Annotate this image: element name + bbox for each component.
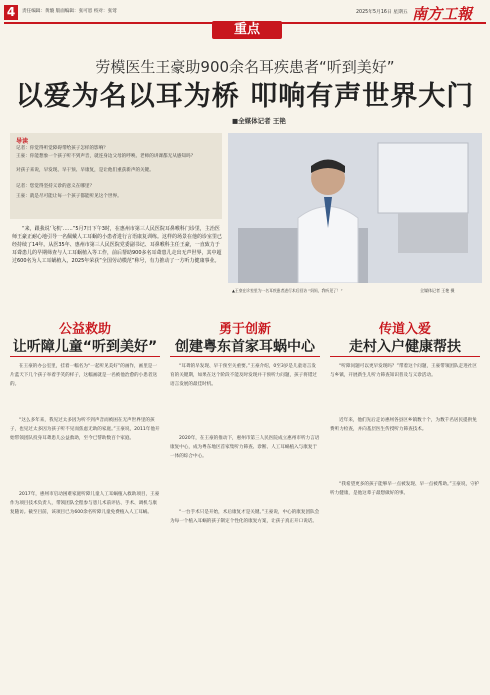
- column-paragraph: “耳聋的早发现、早干预至关重要。”王豪介绍，0至3岁是儿童语言发育的关键期，如果在这个阶段不能及时发现并干预听力问题，孩子将错过语言发展的最佳时机。: [170, 364, 318, 387]
- page-number: 4: [4, 5, 18, 20]
- editor-credits: 责任编辑：黄璇 版面编辑：张可恩 校对：张莺: [22, 9, 117, 14]
- column-paragraph: “一台手术只是开始，术后康复才是关键。”王豪说，中心的康复团队会为每一个植入耳蜗的孩子制定个性化的康复方案，让孩子真正开口说话。: [170, 510, 320, 524]
- column-title: 让听障儿童“听到美好”: [12, 339, 158, 355]
- newspaper-logo: 南方工報: [412, 5, 473, 23]
- column-title: 创建粤东首家耳蜗中心: [175, 339, 315, 355]
- column-paragraph: 2020年，在王豪的推动下，惠州市第三人民医院成立惠州市听力言语康复中心，成为粤东地区首家集听力筛查、诊断、人工耳蜗植入与康复于一体的综合中心。: [170, 436, 320, 459]
- column-paragraph: “我希望更多的孩子能够早一点被发现、早一点被帮助。”王豪说，守护听力健康，是他这辈子最想做好的事。: [330, 482, 480, 496]
- column-paragraph: 近年来，他们先后走访惠州各县区乡镇数十个，为数千名居民提供免费听力检查，并向基层医生传授听力筛查技术。: [330, 418, 477, 432]
- column-rule: [330, 356, 480, 357]
- headline-kicker: 劳模医生王豪助900余名耳疾患者“听到美好”: [95, 58, 395, 76]
- guide-line: 对孩子来说，早发现、早干预、早康复，是让他们重获新声的关键。: [16, 168, 154, 173]
- doctor-photo: [228, 133, 482, 283]
- photo-caption: ▲王豪在诊室里为一名耳疾患者进行术后回访 “妈妈，我听见了！”: [232, 288, 343, 293]
- issue-date: 2025年5月16日 星期五: [356, 10, 408, 15]
- column-paragraph: “这么多年来，我见过太多因为听不到声音而被困在无声世界里的孩子，也见过太多因为孩子听不见而焦虑无助的家庭。”王豪说，2011年他开始带领团队投身耳聋患儿公益救助，至今已帮助数百个家庭。: [10, 418, 160, 441]
- column-title: 走村入户健康帮扶: [349, 339, 461, 355]
- column-subtitle: 勇于创新: [218, 322, 271, 337]
- column-rule: [170, 356, 320, 357]
- column-subtitle: 公益救助: [58, 322, 111, 337]
- column-paragraph: “听障问题可以更早发现吗？”带着这个问题，王豪带领团队走进社区与乡镇，开展新生儿听力筛查知识普及与义诊活动。: [330, 364, 477, 378]
- photo-credit: 全媒体记者 王艳 摄: [420, 288, 455, 293]
- column-paragraph: 在王豪的办公室里，挂着一幅名为“一起听见美好”的画作，画里是一片蓝天下几个孩子举着手笑的样子，这幅画就是一名被他治愈的小患者送的。: [10, 364, 158, 387]
- column-rule: [10, 356, 160, 357]
- guide-line: 王豪：你能想象一个孩子听不到声音，就连身边父母的呼唤、老师的讲课都无从感知吗？: [16, 154, 196, 159]
- intro-paragraph: “来，跟我说‘飞机’……”5月7日下午3时，在惠州市第三人民医院耳鼻喉科门诊里，主治医师王豪正耐心地引导一名佩戴人工耳蜗的小患者进行言语康复训练。这样的场景在他的诊室里已经持续了14年。从医35年、惠州市第三人民医院党委副书记、耳鼻喉科主任王豪，一直致力于耳聋患儿的早期筛查与人工耳蜗植入等工作，前后帮助900多名耳聋患儿走出无声世界，其中超过600名为人工耳蜗植入，2025年荣获“全国劳动模范”称号，有力推动了一方听力健康事业。: [12, 226, 223, 264]
- photo-illustration: [228, 133, 482, 283]
- section-badge: 重点: [212, 21, 282, 39]
- column-subtitle: 传道入爱: [378, 322, 431, 337]
- column-paragraph: 2017年，惠州市启动困难家庭听障儿童人工耳蜗植入救助项目，王豪作为项目技术负责人，带领团队全程参与患儿术前评估、手术、调机与康复随访。截至目前，该项目已为600余名听障儿童免费植入人工耳蜗。: [10, 492, 160, 515]
- guide-line: 记者：您觉得坚持义诊的意义在哪里？: [16, 184, 95, 189]
- guide-line: 王豪：就是尽可能让每一个孩子都能听见这个世界。: [16, 194, 122, 199]
- guide-line: 记者：你觉得听觉障碍带给孩子怎样的影响？: [16, 146, 108, 151]
- main-headline: 以爱为名以耳为桥 叩响有声世界大门: [15, 81, 475, 112]
- byline: ■全媒体记者 王艳: [232, 117, 286, 125]
- guide-title: 导读: [16, 138, 29, 145]
